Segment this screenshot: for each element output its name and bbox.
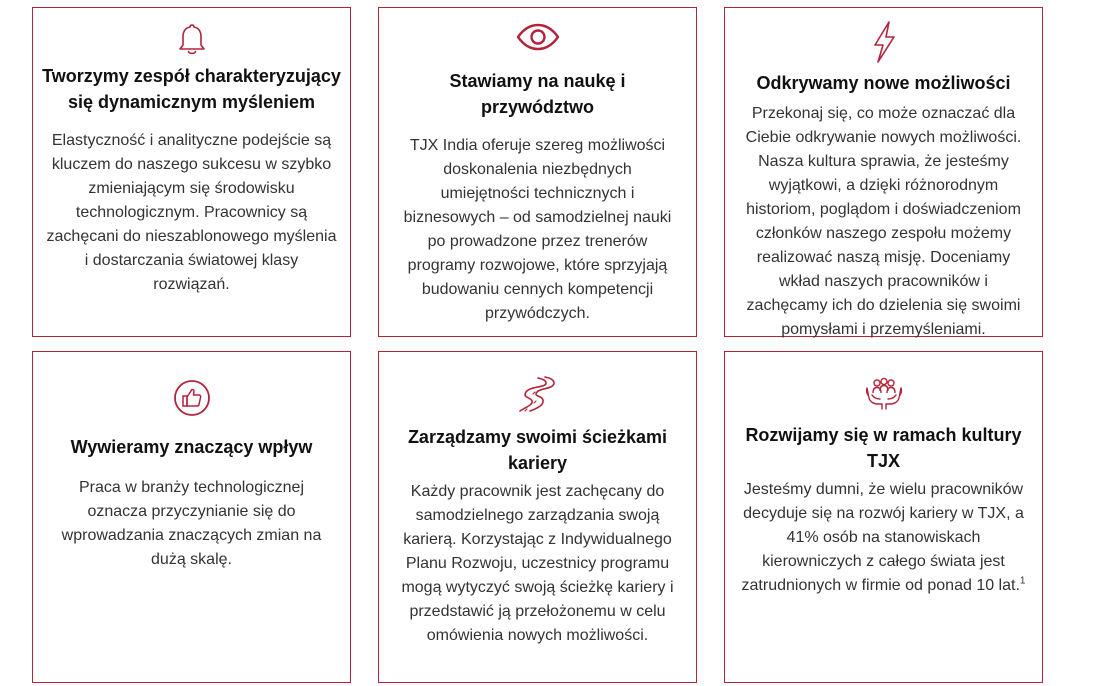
card-body-line: mogą wytyczyć swoją ścieżkę kariery i [401, 579, 674, 596]
card-body-line: wyjątkowi, a dzięki różnorodnym [768, 177, 999, 194]
card-body-line: zmieniającym się środowisku [88, 180, 295, 197]
card-body-line: 41% osób na stanowiskach [786, 529, 981, 546]
card-body-line: Elastyczność i analityczne podejście są [51, 132, 332, 149]
card-body-line: decyduje się na rozwój kariery w TJX, a [743, 505, 1024, 522]
card-body-line: zachęcani do nieszablonowego myślenia [46, 228, 337, 245]
card-title-line: Tworzymy zespół charakteryzujący [42, 66, 341, 86]
card-body-line: przedstawić ją przełożonemu w celu [409, 603, 666, 620]
card-body-line: samodzielnego zarządzania swoją [415, 507, 660, 524]
card-new-opportunities [724, 7, 1043, 337]
card-body-line: wprowadzania znaczących zmian na [61, 527, 322, 544]
card-body-line: Nasza kultura sprawia, że jesteśmy [758, 153, 1009, 170]
bell-icon [172, 20, 212, 60]
card-career-paths [378, 351, 697, 683]
card-title-line: przywództwo [481, 97, 594, 117]
card-body-line: Praca w branży technologicznej [78, 479, 304, 496]
card-title-line: się dynamicznym myśleniem [67, 92, 316, 112]
card-body-line: Ciebie odkrywanie nowych możliwości. [745, 129, 1022, 146]
card-body-line [725, 574, 1042, 598]
card-body-line: oznacza przyczynianie się do [87, 503, 296, 520]
card-dynamic-thinking [32, 7, 351, 337]
people-in-hands-icon [864, 376, 904, 412]
lightning-icon [867, 20, 901, 64]
card-body-line: kierowniczych z całego świata jest [762, 553, 1005, 570]
card-body-line: realizować naszą misję. Doceniamy [756, 249, 1011, 266]
card-body-line: Jesteśmy dumni, że wielu pracowników [743, 481, 1024, 498]
card-body-line: biznesowych – od samodzielnej nauki [403, 209, 672, 226]
card-body-line: Przekonaj się, co może oznaczać dla [751, 105, 1016, 122]
card-body-line: kluczem do naszego sukcesu w szybko [51, 156, 332, 173]
card-body-line: programy rozwojowe, które sprzyjają [407, 257, 668, 274]
card-body-line: omówienia nowych możliwości. [426, 627, 649, 644]
winding-road-icon [516, 374, 560, 414]
card-body-line: karierą. Korzystając z Indywidualnego [403, 531, 672, 548]
card-title-line: Stawiamy na naukę i [449, 71, 626, 91]
card-body-line: rozwiązań. [153, 276, 230, 293]
card-title-line: Odkrywamy nowe możliwości [756, 73, 1011, 93]
card-body-line: Planu Rozwoju, uczestnicy programu [405, 555, 670, 572]
eye-icon [515, 20, 561, 54]
card-body-line: historiom, poglądom i doświadczeniom [746, 201, 1021, 218]
footnote-mark: 1 [1019, 575, 1026, 587]
card-title-line: TJX [866, 451, 900, 471]
card-body-line: budowaniu cennych kompetencji [421, 281, 654, 298]
card-body-line: pomysłami i przemyśleniami. [781, 321, 986, 338]
card-body-line: umiejętności technicznych i [440, 185, 635, 202]
thumbs-up-icon [172, 378, 212, 418]
card-tjx-culture [724, 351, 1043, 683]
card-body-line: po prowadzone przez trenerów [427, 233, 648, 250]
card-body-line: zachęcamy ich do dzielenia się swoimi [746, 297, 1021, 314]
card-body-line: TJX India oferuje szereg możliwości [409, 137, 666, 154]
card-title-line: Rozwijamy się w ramach kultury [745, 425, 1022, 445]
card-body-line: technologicznym. Pracownicy są [75, 204, 308, 221]
card-body-line: i dostarczania światowej klasy [84, 252, 299, 269]
card-body-line: dużą skalę. [151, 551, 232, 568]
card-title-line: Zarządzamy swoimi ścieżkami [407, 427, 668, 447]
card-body-line: wkład naszych pracowników i [779, 273, 988, 290]
card-title-line: Wywieramy znaczący wpływ [70, 437, 313, 457]
card-body-line: przywódczych. [485, 305, 590, 322]
card-significant-impact [32, 351, 351, 683]
card-title-line: kariery [507, 453, 568, 473]
card-body-line: doskonalenia niezbędnych [443, 161, 632, 178]
card-learning-leadership [378, 7, 697, 337]
card-body-line: członków naszego zespołu możemy [755, 225, 1012, 242]
card-body-text: zatrudnionych w firmie od ponad 10 lat. [741, 577, 1020, 594]
card-body-line: Każdy pracownik jest zachęcany do [410, 483, 665, 500]
